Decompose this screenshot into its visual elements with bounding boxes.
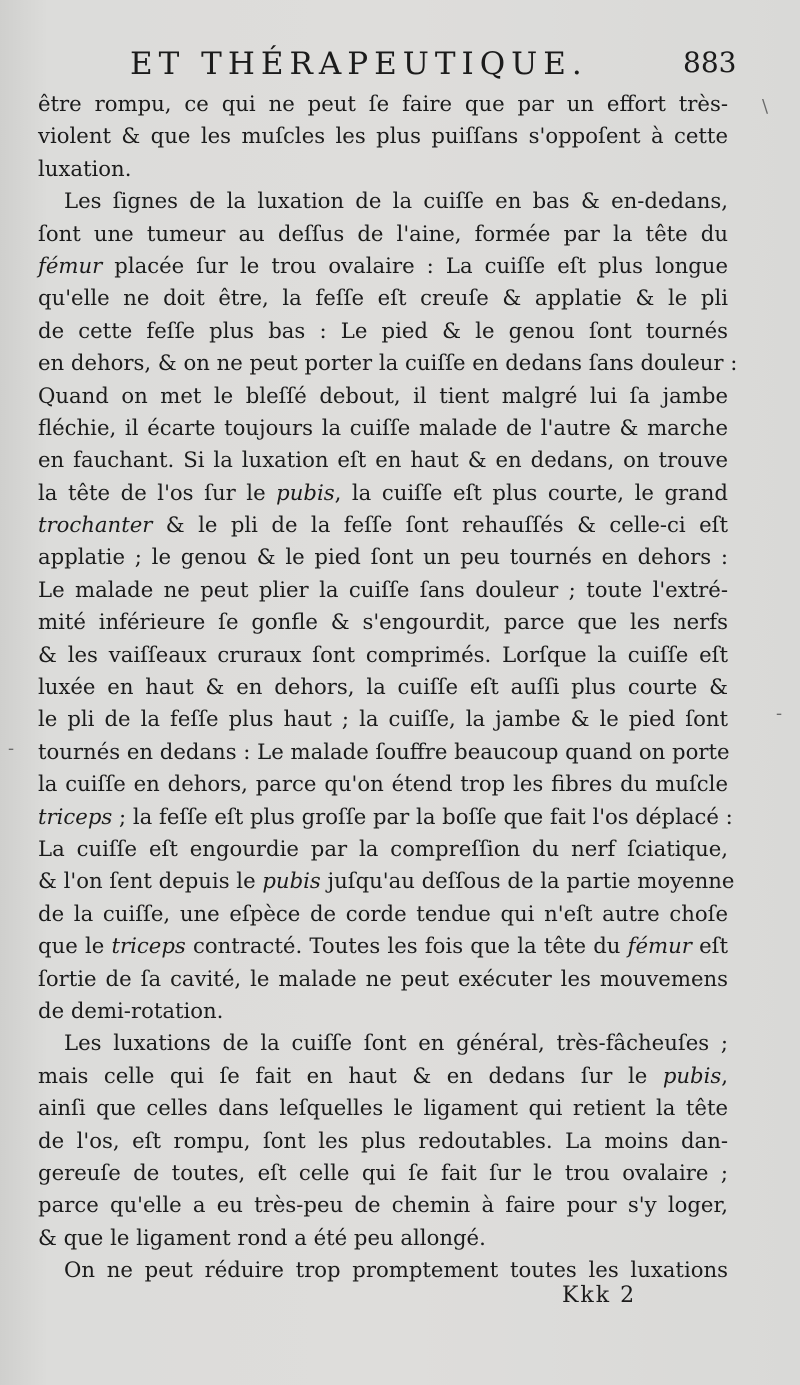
text-line: Le malade ne peut plier la cuiſſe ſans douleur ; toute l'extré-: [38, 576, 728, 602]
text-line: gereuſe de toutes, eſt celle qui ſe fait ſur le trou ovalaire ;: [38, 1159, 728, 1185]
text-line: ſont une tumeur au deſſus de l'aine, formée par la tête du: [38, 220, 728, 246]
text-line: tournés en dedans : Le malade ſouffre beaucoup quand on porte: [38, 738, 730, 764]
margin-mark: -: [776, 703, 783, 724]
text-line: fémur placée ſur le trou ovalaire : La cuiſſe eſt plus longue: [38, 252, 728, 278]
text-line: & que le ligament rond a été peu allongé.: [38, 1224, 486, 1250]
text-line: luxation.: [38, 155, 132, 181]
text-line: qu'elle ne doit être, la feſſe eſt creuſe & applatie & le pli: [38, 285, 728, 311]
text-line: la cuiſſe en dehors, parce qu'on étend trop les fibres du muſcle: [38, 771, 728, 797]
text-line: triceps ; la feſſe eſt plus groſſe par la boſſe que fait l'os déplacé :: [38, 803, 733, 829]
text-line: en dehors, & on ne peut porter la cuiſſe en dedans ſans douleur :: [38, 350, 738, 376]
text-line: La cuiſſe eſt engourdie par la compreſſion du nerf ſciatique,: [38, 835, 728, 861]
page-number: 883: [683, 46, 737, 79]
text-line: de la cuiſſe, une eſpèce de corde tendue qui n'eſt autre choſe: [38, 900, 728, 926]
text-line: & l'on ſent depuis le pubis juſqu'au deſſous de la partie moyenne: [38, 868, 735, 894]
margin-mark: \: [762, 96, 769, 117]
body-text: [38, 88, 738, 1286]
text-line: fléchie, il écarte toujours la cuiſſe malade de l'autre & marche: [38, 414, 728, 440]
margin-mark: -: [8, 738, 15, 759]
text-line: mais celle qui ſe fait en haut & en dedans ſur le pubis,: [38, 1062, 728, 1088]
running-title: ET THÉRAPEUTIQUE.: [130, 46, 588, 82]
text-line: luxée en haut & en dehors, la cuiſſe eſt auſſi plus courte &: [38, 674, 728, 700]
text-line: parce qu'elle a eu très-peu de chemin à faire pour s'y loger,: [38, 1192, 728, 1218]
text-line: le pli de la feſſe plus haut ; la cuiſſe, la jambe & le pied ſont: [38, 706, 728, 732]
text-line: applatie ; le genou & le pied ſont un peu tournés en dehors :: [38, 544, 728, 570]
text-line: On ne peut réduire trop promptement toutes les luxations: [64, 1257, 728, 1283]
text-line: de demi-rotation.: [38, 997, 224, 1023]
catchword: Kkk 2: [562, 1283, 637, 1308]
text-line: violent & que les muſcles les plus puiſſans s'oppoſent à cette: [38, 123, 728, 149]
page-header: [0, 40, 800, 88]
text-line: la tête de l'os ſur le pubis, la cuiſſe eſt plus courte, le grand: [38, 479, 728, 505]
text-line: en fauchant. Si la luxation eſt en haut & en dedans, on trouve: [38, 447, 728, 473]
text-line: de cette feſſe plus bas : Le pied & le genou ſont tournés: [38, 317, 728, 343]
text-line: ſortie de ſa cavité, le malade ne peut exécuter les mouvemens: [38, 965, 728, 991]
text-line: que le triceps contracté. Toutes les fois que la tête du fémur eſt: [38, 933, 728, 959]
text-line: de l'os, eſt rompu, ſont les plus redoutables. La moins dan-: [38, 1127, 728, 1153]
text-line: être rompu, ce qui ne peut ſe faire que par un effort très-: [38, 91, 728, 116]
text-line: Les luxations de la cuiſſe ſont en général, très-fâcheuſes ;: [64, 1030, 728, 1056]
text-line: & les vaiſſeaux cruraux ſont comprimés. Lorſque la cuiſſe eſt: [38, 641, 728, 667]
text-line: Quand on met le bleſſé debout, il tient malgré lui ſa jambe: [38, 382, 728, 408]
text-line: trochanter & le pli de la feſſe ſont rehauſſés & celle-ci eſt: [38, 512, 728, 538]
text-line: ainſi que celles dans leſquelles le ligament qui retient la tête: [38, 1095, 728, 1121]
text-line: Les ſignes de la luxation de la cuiſſe en bas & en-dedans,: [64, 188, 728, 214]
text-line: mité inférieure ſe gonfle & s'engourdit, parce que les nerfs: [38, 609, 728, 635]
